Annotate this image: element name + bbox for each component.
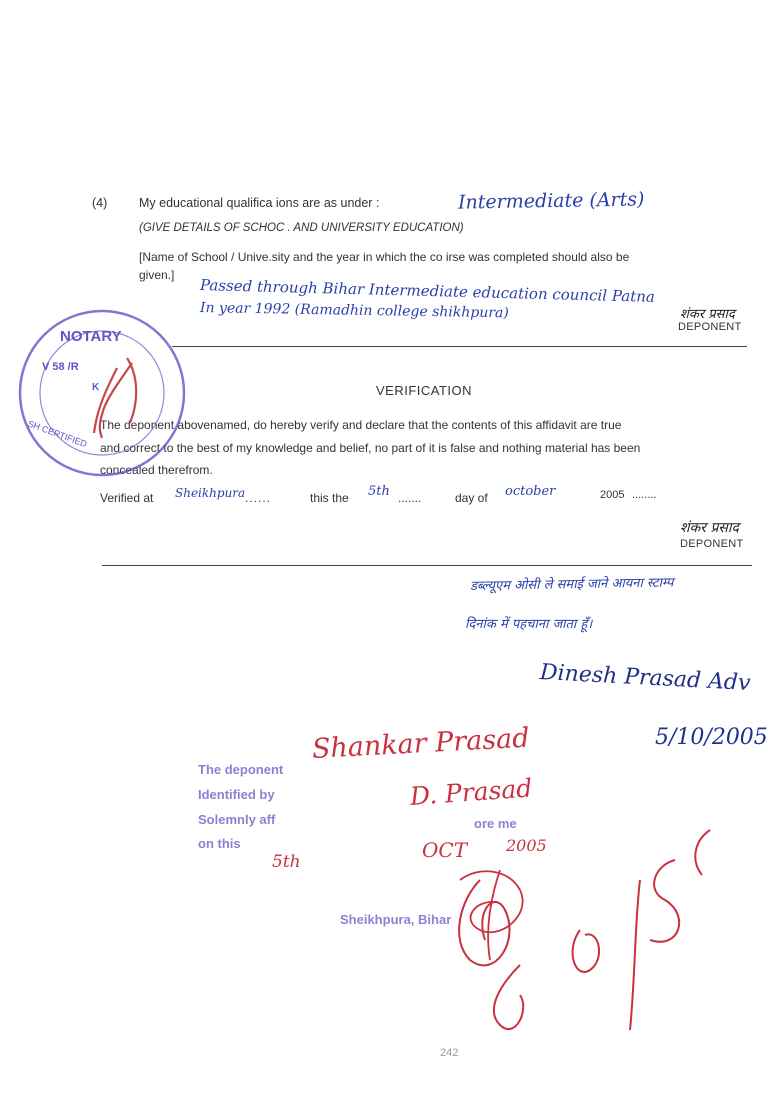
stamp-on-this-label: on this bbox=[198, 836, 241, 851]
this-the-label: this the bbox=[310, 491, 349, 505]
stamp-deponent-name: Shankar Prasad bbox=[311, 722, 531, 765]
section-divider-1 bbox=[172, 346, 747, 347]
education-detail-line2: In year 1992 (Ramadhin college shikhpura) bbox=[199, 300, 509, 322]
stamp-solemnly-label: Solemnly aff bbox=[198, 812, 276, 827]
verification-para-line1: The deponent abovenamed, do hereby verify and declare that the contents of this affidavit are true bbox=[100, 418, 622, 432]
deponent-signature-1: शंकर प्रसाद bbox=[680, 307, 735, 322]
notary-reg: V 58 /R bbox=[42, 361, 79, 373]
day-dots: ....... bbox=[398, 491, 422, 505]
day-of-label: day of bbox=[455, 491, 488, 505]
deponent-label-2: DEPONENT bbox=[680, 538, 744, 550]
verified-at-dots: ...... bbox=[245, 491, 272, 505]
stamp-solemnly-suffix: ore me bbox=[474, 816, 517, 831]
year-dots: ........ bbox=[632, 489, 657, 501]
verification-para-line3: concealed therefrom. bbox=[100, 463, 213, 477]
advocate-note-line2: दिनांक में पहचाना जाता हूँ। bbox=[465, 617, 593, 632]
stamp-identifier-name: D. Prasad bbox=[408, 773, 534, 811]
stamp-deponent-label: The deponent bbox=[198, 762, 284, 777]
school-name-instruction: [Name of School / Unive.sity and the year in which the co irse was completed should also be bbox=[139, 250, 630, 264]
qualification-label: My educational qualifica ions are as under : bbox=[139, 196, 380, 210]
notary-top-text: NOTARY bbox=[60, 328, 122, 345]
year-value: 2005 bbox=[600, 489, 625, 501]
deponent-signature-2: शंकर प्रसाद bbox=[680, 520, 739, 536]
stamp-identified-label: Identified by bbox=[198, 787, 275, 802]
education-detail-line1: Passed through Bihar Intermediate education council Patna bbox=[199, 276, 656, 306]
notary-bottom-text: SH CERTIFIED bbox=[26, 418, 89, 450]
deponent-label-1: DEPONENT bbox=[678, 321, 742, 333]
section-number: (4) bbox=[92, 196, 108, 210]
verification-para-line2: and correct to the best of my knowledge and belief, no part of it is false and nothing material has been bbox=[100, 441, 641, 455]
verification-heading: VERIFICATION bbox=[376, 383, 473, 398]
stamp-month: OCT bbox=[422, 838, 468, 862]
notary-center: K bbox=[92, 382, 100, 393]
month-value: october bbox=[505, 484, 556, 499]
advocate-date: 5/10/2005 bbox=[655, 725, 768, 750]
notary-stamp-icon bbox=[12, 308, 192, 478]
school-name-instruction-end: given.] bbox=[139, 268, 175, 282]
verified-at-value: Sheikhpura bbox=[175, 486, 246, 500]
qualification-handwritten: Intermediate (Arts) bbox=[457, 188, 645, 214]
section-divider-2 bbox=[102, 565, 752, 566]
advocate-note-line1: डब्ल्यूएम ओसी ले समाई जाने आयना स्टाम्प bbox=[469, 575, 674, 594]
verified-at-label: Verified at bbox=[100, 491, 154, 505]
stamp-year: 2005 bbox=[506, 836, 547, 855]
notary-scribble-icon bbox=[440, 860, 580, 970]
education-instruction: (GIVE DETAILS OF SCHOC . AND UNIVERSITY EDUCATION) bbox=[139, 222, 464, 234]
stamp-footer: Sheikhpura, Bihar bbox=[340, 912, 452, 927]
stamp-day: 5th bbox=[272, 852, 301, 872]
advocate-signature: Dinesh Prasad Adv bbox=[539, 660, 752, 697]
page-number: 242 bbox=[440, 1047, 459, 1059]
day-value: 5th bbox=[368, 484, 390, 499]
